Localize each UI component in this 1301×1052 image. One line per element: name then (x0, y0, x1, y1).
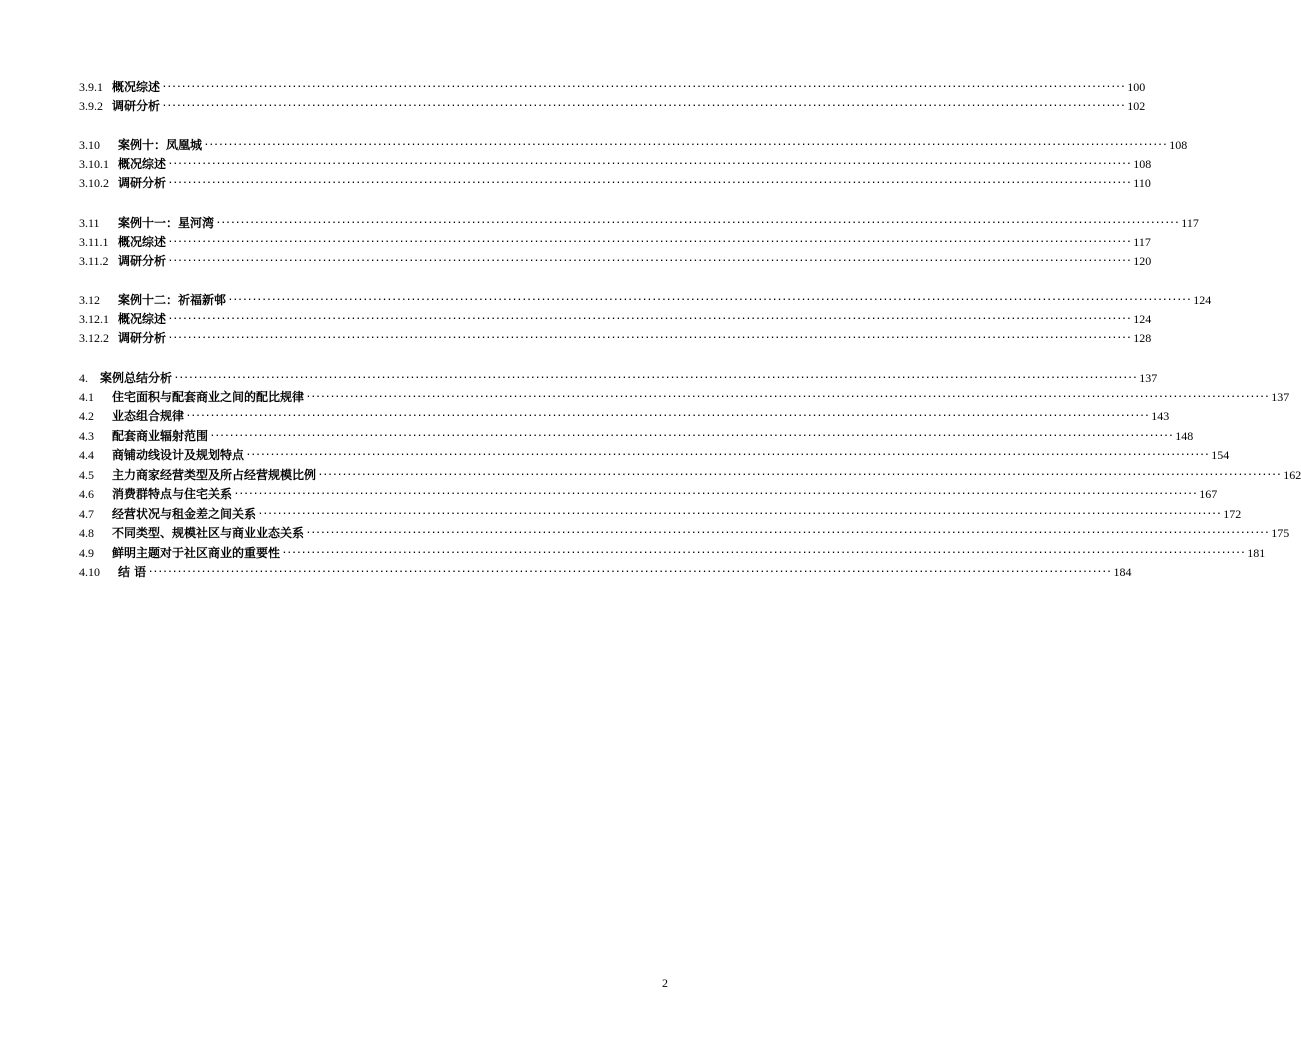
toc-entry[interactable] (79, 520, 1290, 540)
toc-entry-number: 3.9.1 (79, 80, 103, 94)
toc-entry-number: 4.8 (79, 526, 94, 540)
toc-leader-dots: ········································································································································································································ (318, 470, 1282, 479)
toc-entry-number: 4. (79, 371, 88, 385)
toc-entry-title: 主力商家经营类型及所占经营规模比例 (112, 468, 317, 482)
toc-entry-title: 概况综述 (112, 80, 161, 94)
toc-entry-page: 128 (1133, 331, 1152, 345)
toc-entry-page: 108 (1133, 157, 1152, 171)
toc-entry[interactable] (79, 287, 1212, 307)
toc-entry-page: 172 (1223, 507, 1242, 521)
toc-entry-title: 案例十一：星河湾 (118, 216, 215, 230)
toc-entry-number: 4.10 (79, 565, 100, 579)
toc-entry-page: 175 (1271, 526, 1290, 540)
toc-entry-title: 商铺动线设计及规划特点 (112, 448, 245, 462)
toc-entry-page: 148 (1175, 429, 1194, 443)
toc-entry[interactable] (79, 74, 1146, 94)
toc-entry-number: 4.9 (79, 546, 94, 560)
toc-entry-number: 3.10.1 (79, 157, 109, 171)
toc-entry-page: 181 (1247, 546, 1266, 560)
toc-entry-page: 102 (1127, 99, 1146, 113)
toc-entry-number: 3.9.2 (79, 99, 103, 113)
toc-entry-title: 调研分析 (118, 176, 167, 190)
toc-entry[interactable] (79, 442, 1230, 462)
toc-leader-dots: ········································································································································································································ (282, 548, 1246, 557)
toc-leader-dots: ········································································································································································································ (234, 489, 1198, 498)
toc-entry-page: 120 (1133, 254, 1152, 268)
toc-entry-title: 不同类型、规模社区与商业业态关系 (112, 526, 305, 540)
toc-entry-number: 4.3 (79, 429, 94, 443)
toc-entry[interactable] (79, 248, 1152, 268)
toc-entry[interactable] (79, 423, 1194, 443)
toc-entry[interactable] (79, 540, 1266, 560)
toc-entry-title: 概况综述 (118, 235, 167, 249)
toc-entry-page: 100 (1127, 80, 1146, 94)
toc-leader-dots: ········································································································································································································ (148, 567, 1112, 576)
toc-entry-number: 3.12.2 (79, 331, 109, 345)
toc-entry-title: 案例十：凤凰城 (118, 138, 203, 152)
toc-entry-number: 4.4 (79, 448, 94, 462)
toc-entry-number: 3.10.2 (79, 176, 109, 190)
toc-entry-title: 概况综述 (118, 157, 167, 171)
toc-entry-title: 概况综述 (118, 312, 167, 326)
toc-entry-number: 3.11.1 (79, 235, 109, 249)
toc-leader-dots: ········································································································································································································ (162, 82, 1126, 91)
toc-entry-number: 3.11.2 (79, 254, 109, 268)
toc-leader-dots: ········································································································································································································ (246, 450, 1210, 459)
toc-entry-page: 117 (1181, 216, 1199, 230)
toc-leader-dots: ········································································································································································································ (168, 256, 1132, 265)
toc-entry-title: 消费群特点与住宅关系 (112, 487, 233, 501)
toc-entry[interactable] (79, 151, 1152, 171)
toc-entry-page: 137 (1271, 390, 1290, 404)
page-number: 2 (662, 976, 668, 990)
toc-leader-dots: ········································································································································································································ (306, 392, 1270, 401)
toc-entry-title: 鲜明主题对于社区商业的重要性 (112, 546, 281, 560)
toc-entry-title: 业态组合规律 (112, 409, 185, 423)
toc-entry-page: 162 (1283, 468, 1301, 482)
toc-entry[interactable] (79, 210, 1199, 230)
toc-entry-title: 调研分析 (112, 99, 161, 113)
toc-entry-page: 137 (1139, 371, 1158, 385)
toc-leader-dots: ········································································································································································································ (210, 431, 1174, 440)
toc-leader-dots: ········································································································································································································ (174, 373, 1138, 382)
toc-entry-page: 124 (1193, 293, 1212, 307)
toc-entry-title: 调研分析 (118, 331, 167, 345)
toc-leader-dots: ········································································································································································································ (186, 411, 1150, 420)
toc-entry-page: 184 (1113, 565, 1132, 579)
toc-entry-number: 3.12 (79, 293, 100, 307)
toc-entry-title: 案例总结分析 (100, 371, 173, 385)
toc-entry-title: 案例十二：祈福新邨 (118, 293, 227, 307)
toc-entry-number: 4.7 (79, 507, 94, 521)
toc-entry-page: 143 (1151, 409, 1170, 423)
toc-leader-dots: ········································································································································································································ (216, 218, 1180, 227)
toc-leader-dots: ········································································································································································································ (306, 528, 1270, 537)
toc-entry-number: 3.10 (79, 138, 100, 152)
toc-leader-dots: ········································································································································································································ (228, 295, 1192, 304)
toc-entry-title: 结 语 (118, 565, 147, 579)
toc-entry-page: 117 (1133, 235, 1151, 249)
toc-entry[interactable] (79, 384, 1290, 404)
toc-leader-dots: ········································································································································································································ (258, 509, 1222, 518)
toc-entry-number: 4.5 (79, 468, 94, 482)
toc-entry-number: 3.11 (79, 216, 100, 230)
toc-entry[interactable] (79, 170, 1151, 190)
toc-leader-dots: ········································································································································································································ (168, 178, 1132, 187)
toc-entry[interactable] (79, 132, 1188, 152)
toc-entry[interactable] (79, 325, 1152, 345)
toc-entry[interactable] (79, 462, 1301, 482)
toc-leader-dots: ········································································································································································································ (168, 333, 1132, 342)
toc-entry-title: 调研分析 (118, 254, 167, 268)
toc-entry-number: 3.12.1 (79, 312, 109, 326)
toc-entry-page: 167 (1199, 487, 1218, 501)
toc-entry[interactable] (79, 481, 1218, 501)
toc-entry[interactable] (79, 501, 1242, 521)
toc-entry-title: 配套商业辐射范围 (112, 429, 209, 443)
toc-leader-dots: ········································································································································································································ (168, 314, 1132, 323)
toc-entry-number: 4.2 (79, 409, 94, 423)
toc-entry-number: 4.6 (79, 487, 94, 501)
toc-leader-dots: ········································································································································································································ (162, 101, 1126, 110)
toc-leader-dots: ········································································································································································································ (168, 237, 1132, 246)
toc-entry[interactable] (79, 229, 1151, 249)
toc-entry-page: 108 (1169, 138, 1188, 152)
toc-entry[interactable] (79, 93, 1146, 113)
toc-entry-title: 住宅面积与配套商业之间的配比规律 (112, 390, 305, 404)
toc-entry[interactable] (79, 306, 1152, 326)
toc-entry[interactable] (79, 559, 1132, 579)
toc-entry-number: 4.1 (79, 390, 94, 404)
toc-entry-page: 110 (1133, 176, 1151, 190)
toc-leader-dots: ········································································································································································································ (204, 140, 1168, 149)
toc-entry-page: 124 (1133, 312, 1152, 326)
toc-entry-page: 154 (1211, 448, 1230, 462)
toc-entry[interactable] (79, 365, 1158, 385)
toc-leader-dots: ········································································································································································································ (168, 159, 1132, 168)
toc-entry[interactable] (79, 403, 1170, 423)
toc-entry-title: 经营状况与租金差之间关系 (112, 507, 257, 521)
